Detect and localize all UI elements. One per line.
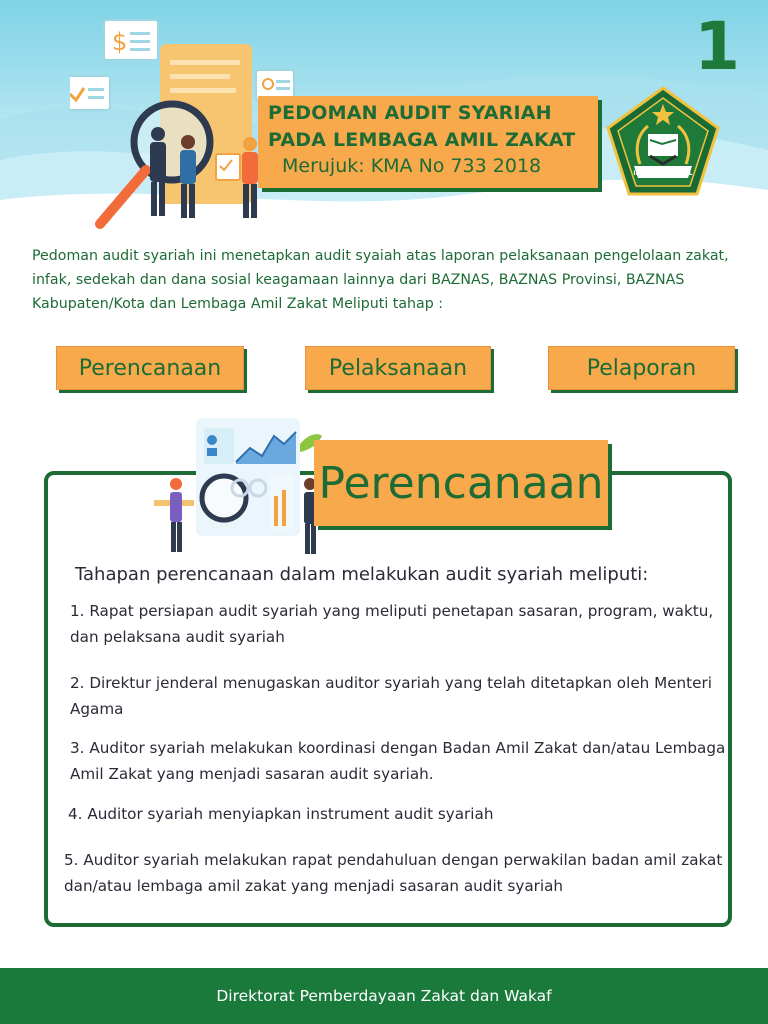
person-figure: [170, 478, 182, 552]
list-item: 5. Auditor syariah melakukan rapat pendahuluan dengan perwakilan badan amil zakat dan/atau lembaga amil zakat yang menjadi sasaran audit syariah: [64, 851, 723, 895]
section-lead: Tahapan perencanaan dalam melakukan audit syariah meliputi:: [75, 564, 649, 585]
title-line-1: PEDOMAN AUDIT SYARIAH: [268, 102, 552, 124]
list-item: 3. Auditor syariah melakukan koordinasi dengan Badan Amil Zakat dan/atau Lembaga Amil Zakat yang menjadi sasaran audit syariah.: [70, 739, 726, 783]
checklist-card-icon: [70, 76, 110, 110]
list-item: 4. Auditor syariah menyiapkan instrument audit syariah: [68, 805, 494, 823]
title-reference: Merujuk: KMA No 733 2018: [282, 155, 542, 177]
list-item: 1. Rapat persiapan audit syariah yang meliputi penetapan sasaran, program, waktu, dan pelaksana audit syariah: [70, 602, 714, 646]
intro-paragraph: Pedoman audit syariah ini menetapkan audit syaiah atas laporan pelaksanaan pengelolaan zakat, infak, sedekah dan dana sosial keagamaan lainnya dari BAZNAS, BAZNAS Provinsi, BAZNAS Kabupaten/Kota dan Lembaga Amil Zakat Meliputi tahap :: [32, 248, 729, 312]
title-banner: [258, 96, 598, 188]
footer-text: Direktorat Pemberdayaan Zakat dan Wakaf: [216, 987, 552, 1005]
list-item: 2. Direktur jenderal menugaskan auditor syariah yang telah ditetapkan oleh Menteri Agama: [70, 674, 712, 718]
stage-button-perencanaan[interactable]: Perencanaan: [56, 346, 244, 390]
svg-text:$: $: [112, 28, 128, 56]
dollar-document-icon: [104, 20, 158, 60]
title-line-2: PADA LEMBAGA AMIL ZAKAT: [268, 129, 576, 151]
footer-band: [0, 968, 768, 1024]
stage-button-pelaksanaan[interactable]: Pelaksanaan: [305, 346, 491, 390]
page-number: 1: [694, 8, 740, 85]
checklist-card-icon: [216, 154, 240, 180]
stage-button-pelaporan[interactable]: Pelaporan: [548, 346, 735, 390]
planning-illustration: [150, 414, 330, 560]
logo-motto: IKHLAS BERAMAL: [633, 170, 693, 177]
header-band: [0, 0, 768, 230]
kemenag-logo-icon: [604, 84, 722, 202]
section-title-banner: Perencanaan: [314, 440, 608, 526]
